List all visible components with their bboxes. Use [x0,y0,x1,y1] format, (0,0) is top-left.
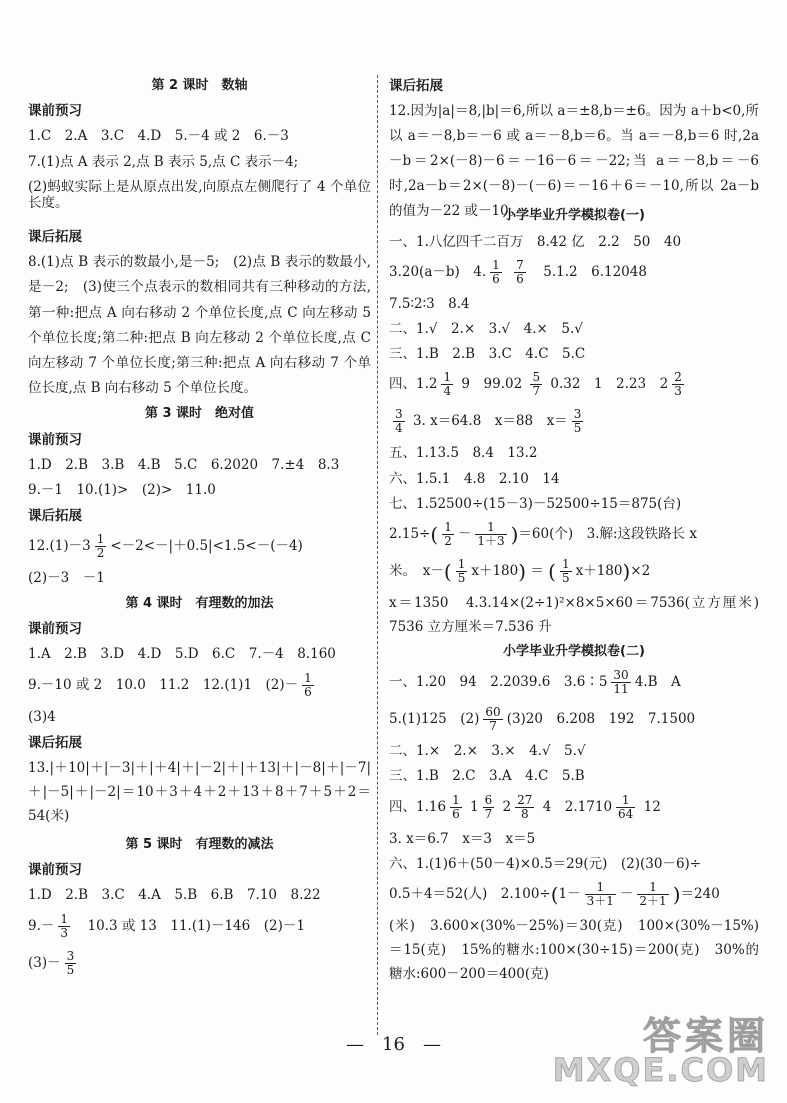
fraction: $\frac{1}{5}$ [457,556,466,585]
answer-line: 二、1.× 2.× 3.× 4.√ 5.√ [389,743,586,760]
page-number: — 16 — [346,1034,441,1055]
answer-paragraph: 12.因为|a|＝8,|b|＝6,所以 a＝±8,b＝±6。因为 a＋b<0,所以 a＝－8,b＝－6 或 a＝－8,b＝6。当 a＝－8,b＝6 时,2a－b＝2×(－8)－6＝－16－6＝－22;当 a＝－8,b＝－6 时,2a－b＝2×(－8)－(－6)＝－16＋6＝－10,所以 2a－b 的值为－22 或－10。 [389,103,759,220]
exam-title: 小学毕业升学模拟卷(一) [503,208,645,224]
lesson-title: 第 2 课时 数轴 [151,78,248,93]
fraction: $\frac{7}{6}$ [516,257,524,286]
answer-line: (2)－3 －1 [28,570,105,587]
column-divider [377,75,378,1035]
answer-line: 1.C 2.A 3.C 4.D 5.－4 或 2 6.－3 [28,128,289,145]
answer-line: 六、1.5.1 4.8 2.10 14 [389,470,560,487]
answer-line: 七、1.52500÷(15－3)－52500÷15＝875(台) [389,495,682,512]
answer-line: 1.D 2.B 3.B 4.B 5.C 6.2020 7.±4 8.3 [28,456,340,473]
answer-line: 5.(1)125 (2) $\frac{60}{7}$ (3)20 6.208 192 7.1500 [389,705,696,734]
fraction: $\frac{1}{4}$ [443,370,452,399]
watermark [552,1005,769,1095]
section-heading: 课后拓展 [28,228,82,245]
fraction: $\frac{6}{7}$ [484,792,493,821]
answer-line: 7.5∶2∶3 8.4 [389,295,470,312]
fraction: $\frac{1}{64}$ [618,792,634,821]
fraction: $\frac{1}{1+3}$ [477,519,505,548]
fraction: $\frac{1}{2}$ [444,519,452,548]
answer-line: 四、1.2 $\frac{1}{4}$ 9 99.02 $\frac{5}{7}$ 0.32 1 2.23 2 $\frac{2}{3}$ [389,370,682,399]
section-heading: 课前预习 [28,862,82,879]
fraction: $\frac{1}{3}$ [60,911,69,940]
fraction: $\frac{3}{5}$ [66,948,75,977]
answer-paragraph: x＝1350 4.3.14×(2÷1)²×8×5×60＝7536(立方厘米) 7536 立方厘米＝7.536 升 [389,594,773,635]
answer-line: 三、1.B 2.C 3.A 4.C 5.B [389,768,585,785]
section-heading: 课后拓展 [28,734,82,751]
section-heading: 课后拓展 [389,78,443,94]
fraction: $\frac{1}{6}$ [492,257,500,286]
fraction: $\frac{1}{6}$ [452,792,460,821]
answer-line: 三、1.B 2.B 3.C 4.C 5.C [389,346,586,363]
answer-line: 12.(1)－3 $\frac{1}{2}$ <－2<－|＋0.5|<1.5<－(－4) [28,532,303,561]
fraction: $\frac{30}{11}$ [613,668,629,697]
answer-paragraph: 8.(1)点 B 表示的数最小,是－5; (2)点 B 表示的数最小,是－2; (3)使三个点表示的数相同共有三种移动的方法,第一种:把点 A 向右移动 2 个单位长度,点 C 向左移动 5 个单位长度;第二种:把点 B 向左移动 2 个单位长度,点 C 向左移动 7 个单位长度;第三种:把点 A 向右移动 7 个单位长度,点 B 向右移动 5 个单位长度。 [28,254,371,397]
fraction: $\frac{1}{6}$ [304,670,312,699]
fraction: $\frac{3}{4}$ [395,407,403,436]
fraction: $\frac{1}{2}$ [96,532,105,561]
fraction: $\frac{60}{7}$ [485,705,501,734]
answer-line: (2)蚂蚁实际上是从原点出发,向原点左侧爬行了 4 个单位长度。 [28,178,371,211]
answer-line: (3)－ $\frac{3}{5}$ [28,948,75,977]
fraction: $\frac{1}{5}$ [561,556,570,585]
answer-line: 五、1.13.5 8.4 13.2 [389,445,538,462]
right-column [389,78,773,995]
answer-line: 一、1.20 94 2.2039.6 3.6∶5 $\frac{30}{11}$ 4.B A [389,668,681,697]
section-heading: 课前预习 [28,103,82,120]
answer-line: 9.－1 10.(1)> (2)> 11.0 [28,481,216,498]
answer-line: 9.－ $\frac{1}{3}$ 10.3 或 13 11.(1)－146 (2)－1 [28,911,305,940]
answer-line: (3)4 [28,708,56,725]
answer-line: 3.20(a－b) 4. $\frac{1}{6}$ $\frac{7}{6}$ 5.1.2 6.12048 [389,257,647,286]
lesson-title: 第 5 课时 有理数的减法 [125,837,274,852]
answer-line: 0.5＋4＝52(人) 2.100÷(1－ $\frac{1}{3+1}$ － $\frac{1}{2+1}$ )＝240 [389,880,720,908]
answer-line: 二、1.√ 2.× 3.√ 4.× 5.√ [389,320,583,337]
fraction: $\frac{3}{5}$ [573,407,582,436]
answer-line: 9.－10 或 2 10.0 11.2 12.(1)1 (2)－ $\frac{1}{6}$ [28,670,312,699]
answer-line: 六、1.(1)6＋(50－4)×0.5＝29(元) (2)(30－6)÷ [389,855,702,872]
answer-line: 一、1.八亿四千二百万 8.42 亿 2.2 50 40 [389,233,682,250]
fraction: $\frac{2}{3}$ [674,370,682,399]
exam-title: 小学毕业升学模拟卷(二) [503,644,645,660]
fraction: $\frac{1}{2+1}$ [639,880,667,908]
answer-line: 7.(1)点 A 表示 2,点 B 表示 5,点 C 表示－4; [28,153,299,170]
left-column [28,78,371,987]
answer-line: 米。 x－( $\frac{1}{5}$ x＋180) ＝ ( $\frac{1}{5}$ x＋180)×2 [389,556,651,585]
section-heading: 课后拓展 [28,507,82,524]
lesson-title: 第 4 课时 有理数的加法 [125,596,274,612]
answer-line: 1.A 2.B 3.D 4.D 5.D 6.C 7.－4 8.160 [28,646,336,663]
watermark-logo-text: 答案圈 [642,1014,769,1058]
answer-line: 2.15÷( $\frac{1}{2}$ － $\frac{1}{1+3}$ )＝60(个) 3.解:这段铁路长 x [389,519,697,548]
fraction: $\frac{5}{7}$ [532,370,541,399]
answer-line: 四、1.16 $\frac{1}{6}$ 1 $\frac{6}{7}$ 2 $\frac{27}{8}$ 4 2.1710 $\frac{1}{64}$ 12 [389,792,661,821]
watermark-url: MXQE.COM [552,1051,769,1089]
fraction: $\frac{1}{3+1}$ [586,880,614,908]
lesson-title: 第 3 课时 绝对值 [144,406,255,422]
answer-paragraph: 13.|＋10|＋|－3|＋|＋4|＋|－2|＋|＋13|＋|－8|＋|－7|＋|－5|＋|－2|＝10＋3＋4＋2＋13＋8＋7＋5＋2＝54(米) [28,759,371,824]
section-heading: 课前预习 [28,431,82,448]
fraction: $\frac{27}{8}$ [517,792,533,821]
answer-line: 3. x＝6.7 x＝3 x＝5 [389,830,536,847]
section-heading: 课前预习 [28,621,82,638]
answer-paragraph: (米) 3.600×(30%－25%)＝30(克) 100×(30%－15%)＝15(克) 15%的糖水:100×(30÷15)＝200(克) 30%的糖水:600－200＝400(克) [389,918,759,982]
answer-line: 1.D 2.B 3.C 4.A 5.B 6.B 7.10 8.22 [28,887,321,904]
answer-line: $\frac{3}{4}$ 3. x＝64.8 x＝88 x＝ $\frac{3}{5}$ [395,407,582,436]
